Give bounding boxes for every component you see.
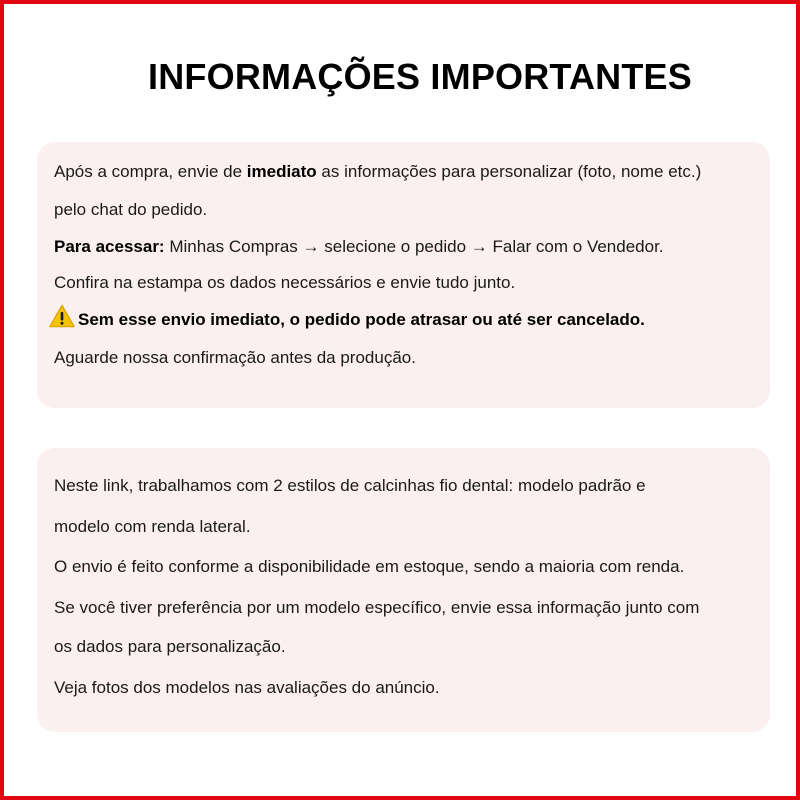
access-label: Para acessar:: [54, 237, 165, 256]
card1-line-1-suffix: as informações para personalizar (foto, nome etc.): [316, 162, 702, 181]
card2-line-1: Neste link, trabalhamos com 2 estilos de calcinhas fio dental: modelo padrão e: [54, 476, 646, 495]
access-path: Minhas Compras → selecione o pedido → Falar com o Vendedor.: [164, 237, 664, 256]
card2-line-2: modelo com renda lateral.: [54, 517, 251, 536]
card2-line-4: Se você tiver preferência por um modelo específico, envie essa informação junto com: [54, 598, 700, 617]
card1-line-1: [54, 162, 701, 182]
card1-line-3: [54, 237, 664, 257]
card2-line-5: os dados para personalização.: [54, 637, 286, 656]
card2-line-6: Veja fotos dos modelos nas avaliações do anúncio.: [54, 678, 440, 697]
card1-warning-line: [78, 310, 645, 330]
card1-line-1-bold: imediato: [246, 162, 317, 181]
card1-line-4: Confira na estampa os dados necessários e envie tudo junto.: [54, 273, 516, 292]
warning-triangle-icon: [49, 304, 75, 328]
page-title: INFORMAÇÕES IMPORTANTES: [148, 56, 692, 97]
card2-line-3: O envio é feito conforme a disponibilidade em estoque, sendo a maioria com renda.: [54, 557, 685, 576]
warning-text: Sem esse envio imediato, o pedido pode atrasar ou até ser cancelado.: [78, 310, 645, 329]
card1-line-1-prefix: Após a compra, envie de: [54, 162, 247, 181]
card1-line-2: pelo chat do pedido.: [54, 200, 208, 219]
card1-line-6: Aguarde nossa confirmação antes da produção.: [54, 348, 416, 367]
